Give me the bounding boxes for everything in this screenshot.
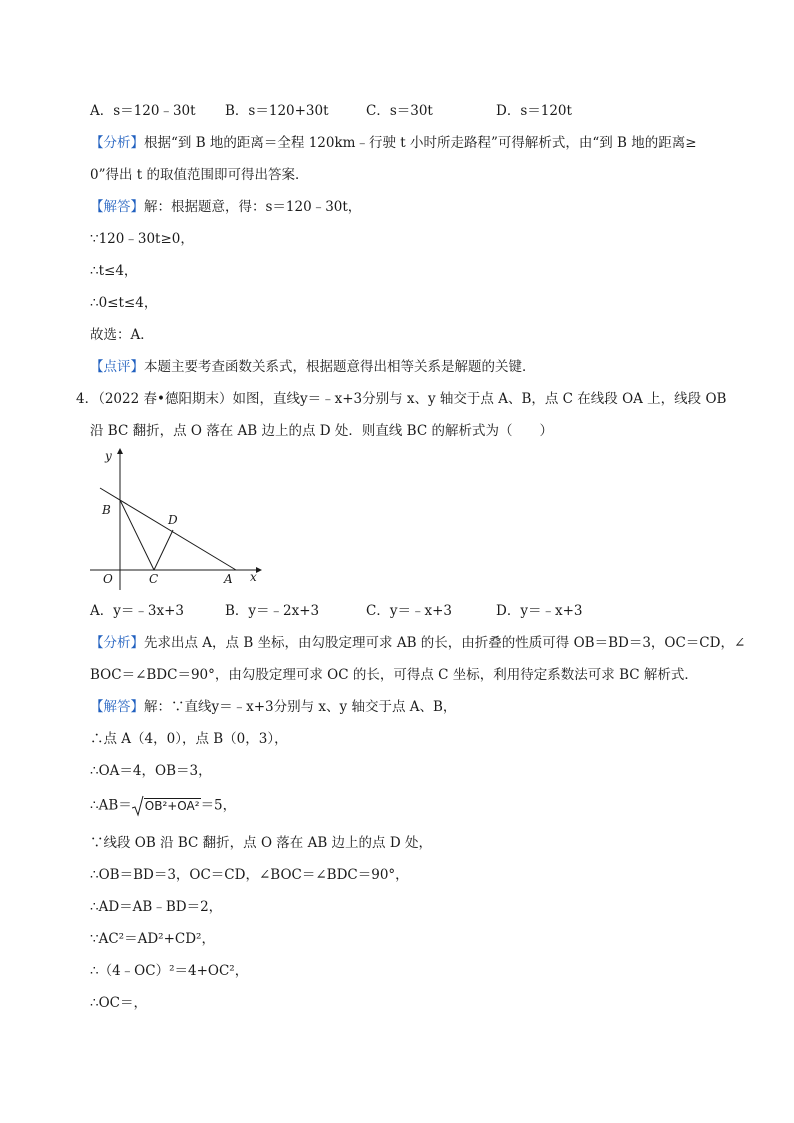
q4-analysis-line1: 【分析】先求出点 A，点 B 坐标，由勾股定理可求 AB 的长，由折叠的性质可得 OB＝BD＝3，OC＝CD，∠: [90, 635, 746, 651]
q4-step-d: ∵线段 OB 沿 BC 翻折，点 O 落在 AB 边上的点 D 处，: [90, 835, 432, 851]
sqrt-expression: OB²+OA²: [132, 795, 201, 817]
q4-option-d: D．y＝﹣x+3: [496, 603, 583, 619]
q4-option-c: C．y＝﹣x+3: [366, 603, 452, 619]
q4-step-i: ∴OC＝，: [90, 995, 147, 1011]
geometry-figure: [88, 444, 268, 590]
analysis-tag: 【分析】: [90, 635, 144, 651]
answer-tag: 【解答】: [90, 199, 144, 215]
radical-sign-icon: [132, 795, 144, 817]
label-d: D: [168, 513, 178, 527]
q3-option-b: B．s＝120+30t: [225, 103, 329, 119]
label-c: C: [149, 572, 159, 586]
q4-step-g: ∵AC²＝AD²+CD²，: [90, 931, 215, 947]
q4-step-ab: ∴AB＝ OB²+OA²＝5，: [90, 795, 236, 817]
answer-tag: 【解答】: [90, 699, 144, 715]
q4-stem-line2: 沿 BC 翻折，点 O 落在 AB 边上的点 D 处．则直线 BC 的解析式为（ ）: [90, 423, 553, 439]
q3-step-1: ∵120﹣30t≥0，: [90, 231, 194, 247]
q3-step-3: ∴0≤t≤4，: [90, 295, 158, 311]
label-a: A: [224, 572, 233, 586]
q4-answer-line1: 【解答】解：∵直线y＝﹣x+3分别与 x、y 轴交于点 A、B，: [90, 699, 457, 715]
x-axis-arrow: [256, 567, 262, 573]
q3-answer-line1: 【解答】解：根据题意，得：s＝120﹣30t，: [90, 199, 362, 215]
q3-analysis-line2: 0”得出 t 的取值范围即可得出答案．: [90, 167, 309, 183]
segment-cd: [154, 530, 173, 570]
q3-option-c: C．s＝30t: [366, 103, 433, 119]
y-axis-arrow: [117, 448, 123, 454]
label-y: y: [105, 449, 112, 463]
q3-option-d: D．s＝120t: [496, 103, 572, 119]
analysis-tag: 【分析】: [90, 135, 144, 151]
q4-step-h: ∴（4﹣OC）²＝4+OC²，: [90, 963, 249, 979]
q4-step-f: ∴AD＝AB﹣BD＝2，: [90, 899, 223, 915]
label-o: O: [103, 572, 113, 586]
q4-analysis-line2: BOC＝∠BDC＝90°，由勾股定理可求 OC 的长，可得点 C 坐标，利用待定系数法可求 BC 解析式．: [90, 667, 698, 683]
q4-option-a: A．y＝﹣3x+3: [90, 603, 184, 619]
q3-step-4: 故选：A．: [90, 327, 154, 343]
label-b: B: [102, 503, 111, 517]
q4-stem-line1: 4．（2022 春•德阳期末）如图，直线y＝﹣x+3分别与 x、y 轴交于点 A、B，点 C 在线段 OA 上，线段 OB: [76, 391, 727, 407]
q4-step-a: ∴点 A（4，0），点 B（0，3），: [90, 731, 288, 747]
comment-tag: 【点评】: [90, 359, 144, 375]
q4-step-e: ∴OB＝BD＝3，OC＝CD，∠BOC＝∠BDC＝90°，: [90, 867, 409, 883]
q3-comment: 【点评】本题主要考查函数关系式，根据题意得出相等关系是解题的关键．: [90, 359, 536, 375]
label-x: x: [250, 570, 257, 584]
q4-option-b: B．y＝﹣2x+3: [225, 603, 320, 619]
q3-option-a: A．s＝120﹣30t: [90, 103, 196, 119]
q3-analysis-line1: 【分析】根据“到 B 地的距离＝全程 120km﹣行驶 t 小时所走路程”可得解析式，由“到 B 地的距离≥: [90, 135, 697, 151]
q4-step-b: ∴OA＝4，OB＝3，: [90, 763, 212, 779]
q3-step-2: ∴t≤4，: [90, 263, 138, 279]
